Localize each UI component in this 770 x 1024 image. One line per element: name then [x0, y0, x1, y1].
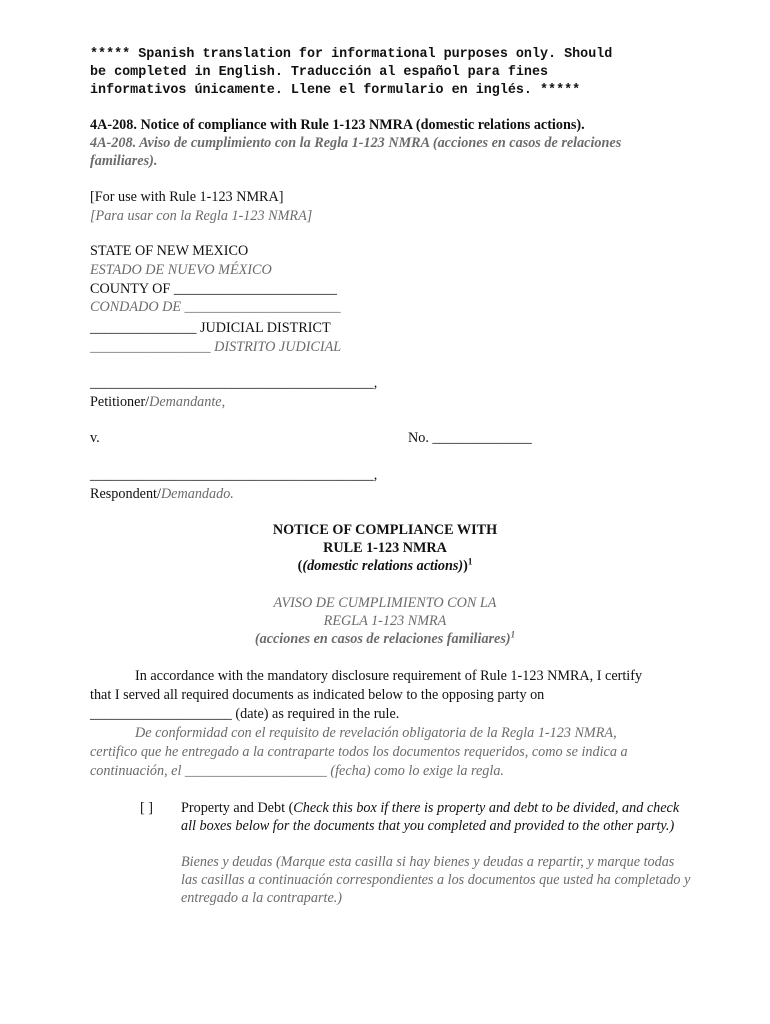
body-line-2: that I served all required documents as indicated below to the opposing party on: [90, 687, 545, 703]
property-debt-label: Property and Debt (: [181, 800, 294, 816]
property-debt-description-es: Bienes y deudas (Marque esta casilla si hay bienes y deudas a repartir, y marque todas las casillas a continuación correspondientes a los documentos que usted ha completado y entregado a la contraparte.): [181, 854, 691, 906]
body-es-line-1: De conformidad con el requisito de revelación obligatoria de la Regla 1-123 NMRA,: [135, 725, 617, 741]
footnote-marker: 1: [467, 556, 473, 567]
case-number-field[interactable]: No. ______________: [408, 430, 532, 446]
county-field-es[interactable]: CONDADO DE ______________________: [90, 299, 341, 315]
petitioner-es: Demandante,: [149, 394, 226, 410]
form-title: 4A-208. Notice of compliance with Rule 1-123 NMRA (domestic relations actions).: [90, 117, 585, 133]
state-label: STATE OF NEW MEXICO: [90, 243, 249, 259]
disclaimer-line: ***** Spanish translation for informational purposes only. Should: [90, 47, 613, 62]
use-with-note-es: [Para usar con la Regla 1-123 NMRA]: [90, 208, 313, 224]
footnote-marker-es: 1: [510, 629, 516, 640]
district-field[interactable]: [90, 319, 331, 338]
property-debt-description: [181, 799, 691, 835]
translation-disclaimer: [90, 46, 690, 100]
heading-line-3-text: (domestic relations actions): [302, 558, 464, 574]
form-title-es-cont: familiares).: [90, 153, 158, 169]
versus-label: v.: [90, 430, 100, 446]
disclaimer-line: be completed in English. Traducción al español para fines: [90, 65, 549, 80]
county-field[interactable]: COUNTY OF _______________________: [90, 281, 337, 297]
heading-line-3: ((domestic relations actions))$^1$: [297, 556, 473, 574]
state-label-es: ESTADO DE NUEVO MÉXICO: [90, 262, 272, 278]
heading-es-line-1: AVISO DE CUMPLIMIENTO CON LA: [273, 595, 497, 611]
date-field[interactable]: ____________________ (date) as required in the rule.: [90, 706, 400, 722]
body-line-1: In accordance with the mandatory disclosure requirement of Rule 1-123 NMRA, I certify: [135, 668, 643, 684]
date-field-es[interactable]: continuación, el ____________________ (fecha) como lo exige la regla.: [90, 763, 504, 779]
heading-line-2: RULE 1-123 NMRA: [323, 540, 447, 556]
district-blank[interactable]: _______________: [90, 320, 197, 336]
respondent-es: Demandado.: [160, 486, 234, 502]
petitioner-en: Petitioner/: [90, 394, 150, 410]
petitioner-name-line[interactable]: ________________________________________,: [90, 375, 378, 391]
heading-es-line-3: [90, 630, 680, 649]
heading-es-line-3-text: (acciones en casos de relaciones familiares): [254, 631, 511, 647]
respondent-label: [90, 485, 234, 504]
heading-es-line-2: REGLA 1-123 NMRA: [323, 613, 447, 629]
district-label: JUDICIAL DISTRICT: [196, 320, 331, 336]
disclaimer-line: informativos únicamente. Llene el formulario en inglés. *****: [90, 83, 581, 98]
form-title-es: 4A-208. Aviso de cumplimiento con la Regla 1-123 NMRA (acciones en casos de relaciones: [90, 135, 622, 151]
body-es-line-2: certifico que he entregado a la contraparte todos los documentos requeridos, como se indica a: [90, 744, 628, 760]
respondent-en: Respondent/: [90, 486, 161, 502]
property-debt-checkbox[interactable]: [ ]: [140, 800, 153, 816]
heading-line-1: NOTICE OF COMPLIANCE WITH: [272, 522, 498, 538]
property-debt-instructions: Check this box if there is property and debt to be divided, and check all boxes below for the documents that you completed and provided to the other party.): [181, 800, 680, 834]
petitioner-label: [90, 393, 225, 412]
respondent-name-line[interactable]: ________________________________________,: [90, 467, 378, 483]
district-field-es[interactable]: _________________ DISTRITO JUDICIAL: [90, 339, 342, 355]
use-with-note: [For use with Rule 1-123 NMRA]: [90, 189, 284, 205]
